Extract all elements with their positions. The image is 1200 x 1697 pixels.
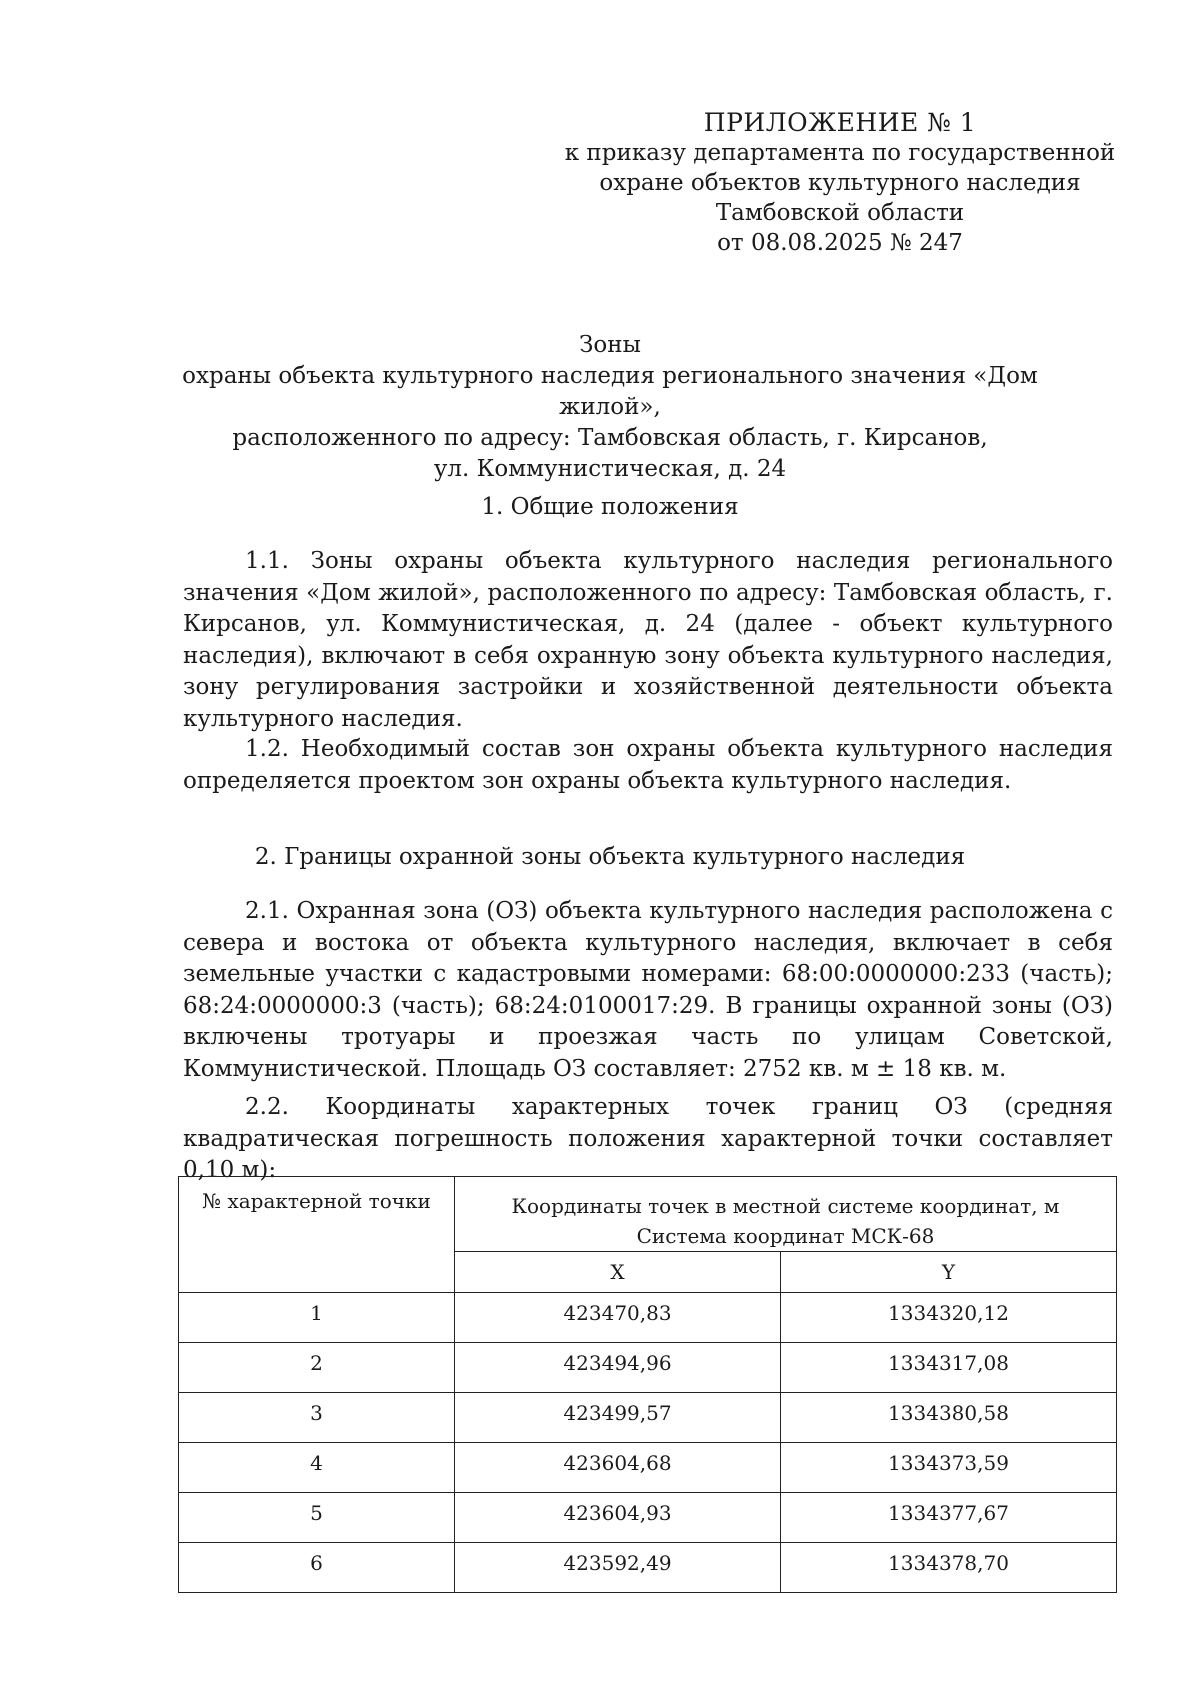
section-2-heading: 2. Границы охранной зоны объекта культурного наследия xyxy=(254,844,966,870)
table-row xyxy=(179,1393,1117,1443)
paragraph-2-2: 2.2. Координаты характерных точек границ ОЗ (средняя квадратическая погрешность положения характерной точки составляет 0,10 м): xyxy=(183,1094,1113,1183)
table-row xyxy=(179,1293,1117,1343)
point-number: 5 xyxy=(179,1493,455,1543)
coord-x: 423494,96 xyxy=(455,1343,781,1393)
appendix-line: к приказу департамента по государственной xyxy=(564,140,1116,166)
coord-y: 1334380,58 xyxy=(781,1393,1117,1443)
coord-y: 1334320,12 xyxy=(781,1293,1117,1343)
coord-x: 423604,93 xyxy=(455,1493,781,1543)
appendix-date-number: от 08.08.2025 № 247 xyxy=(717,230,963,256)
title-line: расположенного по адресу: Тамбовская область, г. Кирсанов, xyxy=(232,425,988,451)
appendix-title: ПРИЛОЖЕНИЕ № 1 xyxy=(703,108,977,137)
header-coordinate-system: Система координат МСК-68 xyxy=(636,1224,935,1248)
header-x: X xyxy=(455,1252,781,1293)
coord-y: 1334378,70 xyxy=(781,1543,1117,1593)
coord-x: 423592,49 xyxy=(455,1543,781,1593)
appendix-header xyxy=(560,108,1120,258)
paragraph-1-2: 1.2. Необходимый состав зон охраны объекта культурного наследия определяется проектом зон охраны объекта культурного наследия. xyxy=(183,736,1113,794)
header-coordinates xyxy=(455,1177,1117,1252)
table-row xyxy=(179,1443,1117,1493)
point-number: 3 xyxy=(179,1393,455,1443)
point-number: 2 xyxy=(179,1343,455,1393)
header-y: Y xyxy=(781,1252,1117,1293)
point-number: 6 xyxy=(179,1543,455,1593)
document-title xyxy=(150,330,1070,485)
paragraph-1-1: 1.1. Зоны охраны объекта культурного наследия регионального значения «Дом жилой», расположенного по адресу: Тамбовская область, г. Кирсанов, ул. Коммунистическая, д. 24 (далее - объект культурного наследия), включают в себя охранную зону объекта культурного наследия, зону регулирования застройки и хозяйственной деятельности объекта культурного наследия. xyxy=(183,548,1113,732)
coord-x: 423604,68 xyxy=(455,1443,781,1493)
title-line: ул. Коммунистическая, д. 24 xyxy=(433,456,787,482)
section-1-heading: 1. Общие положения xyxy=(481,494,739,520)
title-line: Зоны xyxy=(579,332,641,358)
coord-y: 1334373,59 xyxy=(781,1443,1117,1493)
point-number: 4 xyxy=(179,1443,455,1493)
title-line: охраны объекта культурного наследия регионального значения «Дом жилой», xyxy=(182,363,1038,420)
coord-x: 423499,57 xyxy=(455,1393,781,1443)
header-point-number: № характерной точки xyxy=(179,1177,455,1293)
header-coordinates-line: Координаты точек в местной системе координат, м xyxy=(511,1194,1060,1218)
table-row xyxy=(179,1493,1117,1543)
coordinates-table xyxy=(178,1176,1117,1593)
table-row xyxy=(179,1543,1117,1593)
coord-y: 1334317,08 xyxy=(781,1343,1117,1393)
appendix-line: охране объектов культурного наследия xyxy=(599,170,1081,196)
coord-x: 423470,83 xyxy=(455,1293,781,1343)
table-row xyxy=(179,1343,1117,1393)
coord-y: 1334377,67 xyxy=(781,1493,1117,1543)
paragraph-2-1: 2.1. Охранная зона (ОЗ) объекта культурного наследия расположена с севера и востока от объекта культурного наследия, включает в себя земельные участки с кадастровыми номерами: 68:00:0000000:233 (часть); 68:24:0000000:3 (часть); 68:24:0100017:29. В границы охранной зоны (ОЗ) включены тротуары и проезжая часть по улицам Советской, Коммунистической. Площадь ОЗ составляет: 2752 кв. м ± 18 кв. м. xyxy=(183,898,1113,1082)
point-number: 1 xyxy=(179,1293,455,1343)
appendix-line: Тамбовской области xyxy=(715,200,965,226)
